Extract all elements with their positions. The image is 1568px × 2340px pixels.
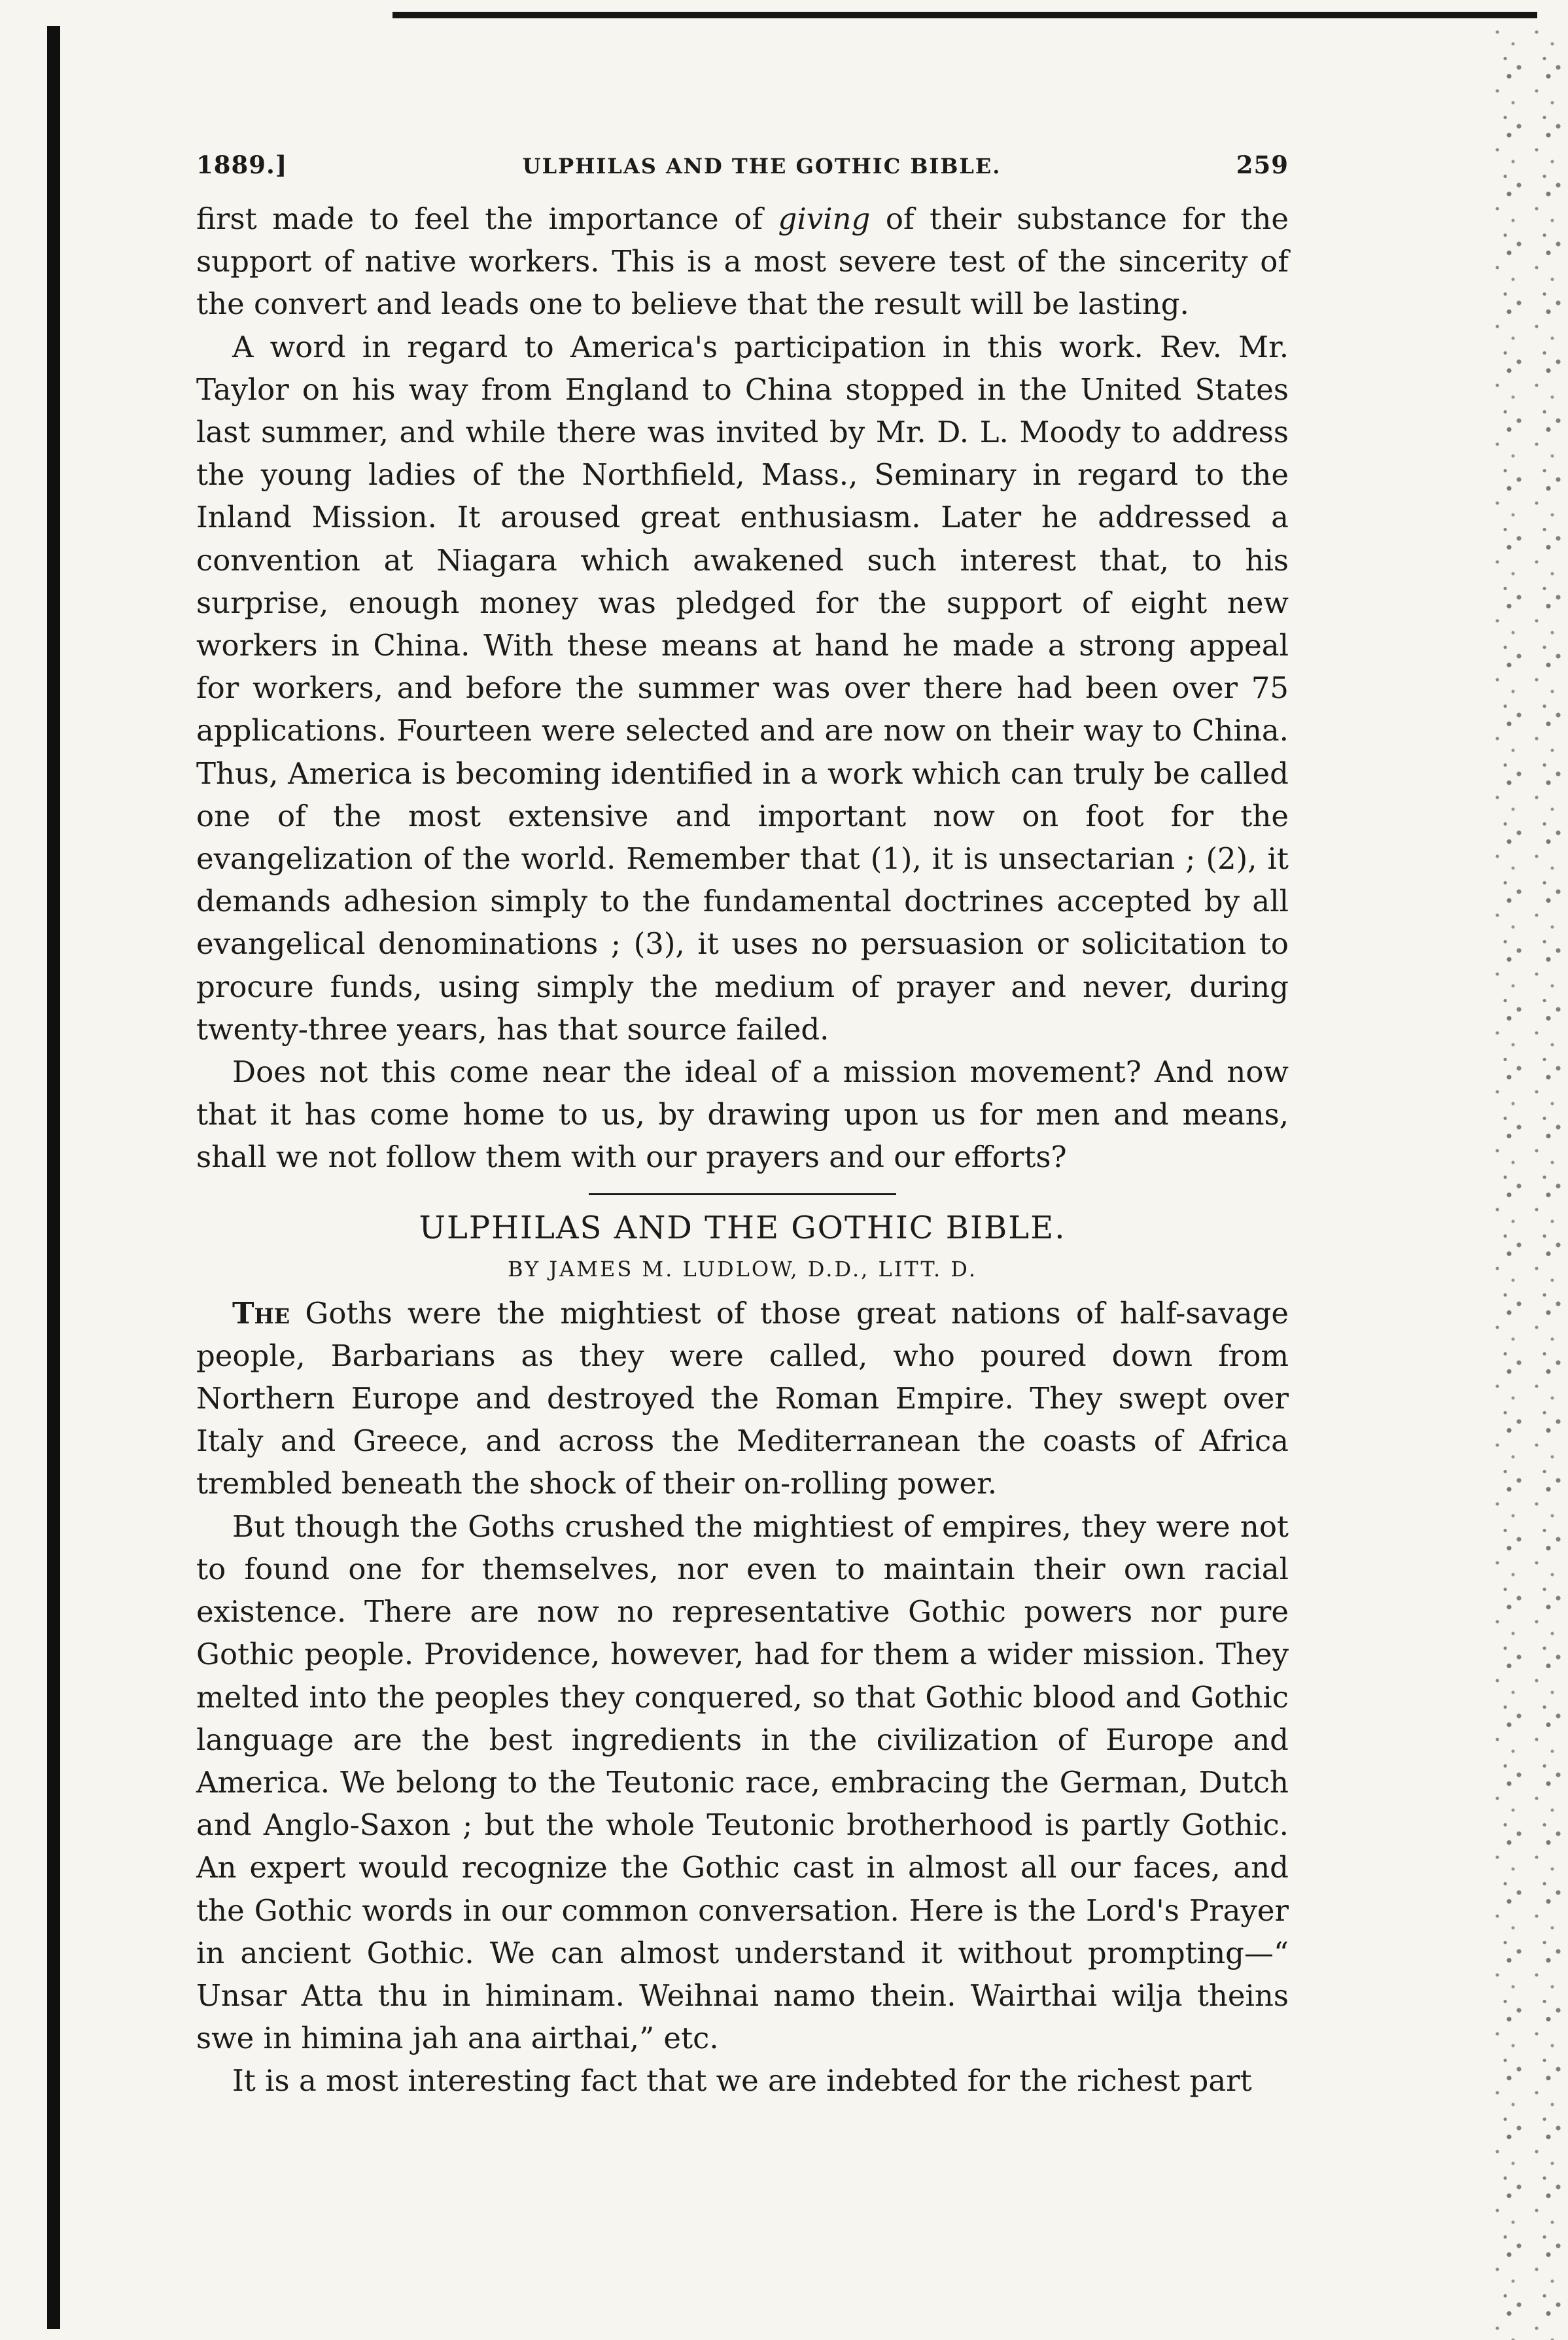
page-edge-speckle [1490, 26, 1568, 2340]
paragraph [196, 1292, 1289, 1505]
paragraph: But though the Goths crushed the mightiest of empires, they were not to found one for themselves, nor even to maintain their own racial existence. There are now no representative Gothic powers nor pure Gothic people. Providence, however, had for them a wider mission. They melted into the peoples they conquered, so that Gothic blood and Gothic language are the best ingredients in the civilization of Europe and America. We belong to the Teutonic race, embracing the German, Dutch and Anglo-Saxon ; but the whole Teutonic brotherhood is partly Gothic. An expert would recognize the Gothic cast in almost all our faces, and the Gothic words in our common conversation. Here is the Lord's Prayer in ancient Gothic. We can almost understand it without prompting—“ Unsar Atta thu in himinam. Weihnai namo thein. Wairthai wilja theins swe in himina jah ana airthai,” etc. [196, 1509, 1289, 2056]
article-text [196, 1292, 1289, 2103]
paragraph: A word in regard to America's participation in this work. Rev. Mr. Taylor on his way from England to China stopped in the United States last summer, and while there was invited by Mr. D. L. Moody to address the young ladies of the Northfield, Mass., Seminary in regard to the Inland Mission. It aroused great enthusiasm. Later he addressed a convention at Niagara which awakened such interest that, to his surprise, enough money was pledged for the support of eight new workers in China. With these means at hand he made a strong appeal for workers, and before the summer was over there had been over 75 applications. Fourteen were selected and are now on their way to China. Thus, America is becoming identified in a work which can truly be called one of the most extensive and important now on foot for the evangelization of the world. Remember that (1), it is unsectarian ; (2), it demands adhesion simply to the fundamental doctrines accepted by all evangelical denominations ; (3), it uses no persuasion or solicitation to procure funds, using simply the medium of prayer and never, during twenty-three years, has that source failed. [196, 329, 1289, 1047]
running-head [196, 150, 1289, 179]
paragraph [196, 198, 1289, 326]
binding-edge [47, 26, 60, 2329]
article-title: ULPHILAS AND THE GOTHIC BIBLE. [419, 1209, 1066, 1246]
lead-word: The [232, 1295, 290, 1331]
previous-article-text [196, 198, 1289, 1179]
page-number: 259 [1236, 150, 1289, 179]
paragraph: It is a most interesting fact that we are indebted for the richest part [232, 2063, 1252, 2099]
italic-word: giving [778, 201, 871, 236]
header-title: ULPHILAS AND THE GOTHIC BIBLE. [522, 154, 1002, 179]
top-rule [392, 12, 1537, 18]
paragraph: Does not this come near the ideal of a mission movement? And now that it has come home to us, by drawing upon us for men and means, shall we not follow them with our prayers and our efforts? [196, 1055, 1289, 1175]
section-divider [589, 1193, 896, 1195]
page [196, 150, 1289, 2103]
text-run: of their substance for the support of native workers. This is a most severe test of the sincerity of the convert and leads one to believe that the result will be lasting. [196, 201, 1289, 322]
text-run: Goths were the mightiest of those great nations of half-savage people, Barbarians as they were called, who poured down from Northern Europe and destroyed the Roman Empire. They swept over Italy and Greece, and across the Mediterranean the coasts of Africa trembled beneath the shock of their on-rolling power. [196, 1295, 1289, 1501]
header-date: 1889.] [196, 150, 288, 179]
article-byline: BY JAMES M. LUDLOW, D.D., LITT. D. [508, 1256, 977, 1282]
text-run: first made to feel the importance of [196, 201, 778, 236]
